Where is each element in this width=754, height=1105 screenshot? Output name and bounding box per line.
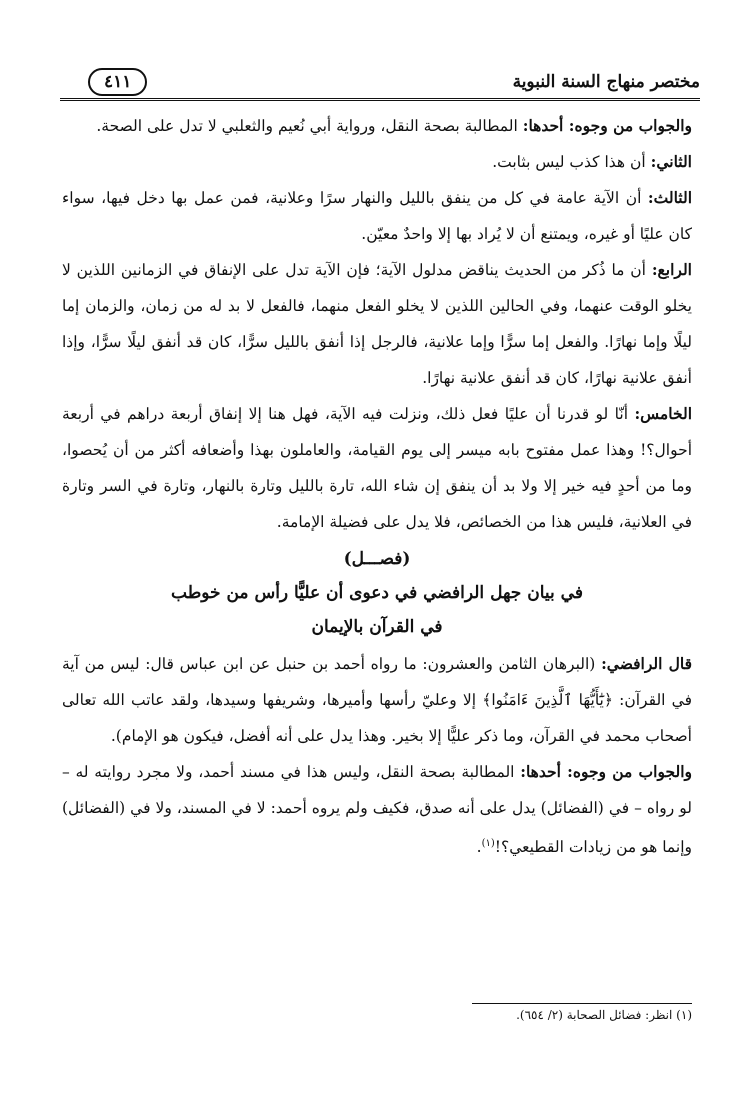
paragraph-lead: والجواب من وجوه: أحدها: [522, 116, 692, 135]
paragraph-lead: الثالث: [647, 188, 692, 207]
paragraph-text: أنّا لو قدرنا أن عليًا فعل ذلك، ونزلت فيه الآية، فهل هنا إلا إنفاق أربعة دراهم في أربعة أحوال؟! وهذا عمل مفتوح بابه ميسر إلى يوم القيامة، والعاملون بهذا وأضعافه أكثر من أن يُحصوا، وما من أحدٍ فيه خير إلا ولا بد أن ينفق إن شاء الله، تارة بالليل وتارة بالنهار، وتارة في السر وتارة في العلانية، فليس هذا من الخصائص، فلا يدل على فضيلة الإمامة. [62, 405, 692, 531]
paragraph-text: المطالبة بصحة النقل، ورواية أبي نُعيم والثعلبي لا تدل على الصحة. [96, 117, 523, 135]
section-label: (فصـــل) [343, 549, 411, 569]
paragraph-text: (البرهان الثامن والعشرون: ما رواه أحمد بن حنبل عن ابن عباس قال: ليس من آية في القرآن: ﴿يَٰٓأَيُّهَا ٱلَّذِينَ ءَامَنُوا﴾ إلا وعليّ رأسها وأميرها، وشريفها وسيدها، ولقد عاتب الله تعالى أصحاب محمد في القرآن، وما ذكر عليًّا إلا بخير. وهذا يدل على أنه أفضل، فيكون هو الإمام). [62, 655, 692, 745]
header-rule [60, 98, 700, 101]
page-header [60, 62, 700, 102]
paragraph-lead: الثاني: [650, 152, 692, 171]
paragraph: والجواب من وجوه: أحدها: المطالبة بصحة النقل، وليس هذا في مسند أحمد، ولا مجرد روايته له – لو رواه – في (الفضائل) يدل على أنه صدق، فكيف ولم يروه أحمد: لا في المسند، ولا في (الفضائل) وإنما هو من زيادات القطيعي؟!$^{(١)}$. [62, 762, 692, 857]
paragraph-lead: قال الرافضي: [601, 654, 693, 673]
paragraph-lead: الرابع: [651, 260, 692, 279]
paragraph [62, 144, 692, 180]
paragraph-text: أن ما ذُكر من الحديث يناقض مدلول الآية؛ فإن الآية تدل على الإنفاق في الزمانين اللذين لا يخلو الوقت عنهما، وفي الحالين اللذين لا يخلو الفعل منهما، فالفعل لا بد له من زمان، والزمان إما ليلًا وإما نهارًا. والفعل إما سرًّا وإما علانية، فالرجل إذا أنفق بالليل سرًّا، كان قد أنفق ليلًا سرًّا، وإذا أنفق علانية نهارًا، كان قد أنفق علانية نهارًا. [62, 261, 692, 387]
paragraph [62, 646, 692, 754]
section-title-line2: في القرآن بالإيمان [311, 617, 443, 637]
paragraph [62, 180, 692, 252]
page-body [62, 108, 692, 865]
paragraph-text: أن هذا كذب ليس بثابت. [492, 153, 651, 171]
paragraph [62, 396, 692, 540]
footnote-ref[interactable]: (١) [481, 838, 495, 849]
running-title: مختصر منهاج السنة النبوية [512, 72, 700, 92]
paragraph-lead: والجواب من وجوه: أحدها: [520, 762, 692, 781]
paragraph-text: المطالبة بصحة النقل، وليس هذا في مسند أحمد، ولا مجرد روايته له – لو رواه – في (الفضائل) يدل على أنه صدق، فكيف ولم يروه أحمد: لا في المسند، ولا في (الفضائل) وإنما هو من زيادات القطيعي؟! [62, 763, 692, 857]
paragraph [62, 108, 692, 144]
paragraph-lead: الخامس: [634, 404, 692, 423]
page-number: ٤١١ [88, 68, 147, 96]
section-title-line1: في بيان جهل الرافضي في دعوى أن عليًّا رأس من خوطب [171, 583, 583, 603]
footnote: (١) انظر: فضائل الصحابة (٢/ ٦٥٤). [516, 1008, 692, 1022]
paragraph-text: أن الآية عامة في كل من ينفق بالليل والنهار سرًا وعلانية، فمن عمل بها دخل فيها، سواء كان عليًا أو غيره، ويمتنع أن لا يُراد بها إلا واحدٌ معيّن. [62, 189, 692, 243]
footnote-rule [472, 1003, 692, 1004]
paragraph [62, 252, 692, 396]
